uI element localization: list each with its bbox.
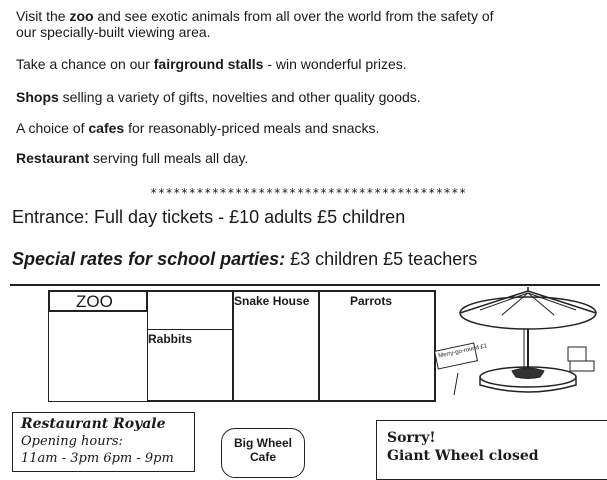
zoo-map-label: ZOO [76, 292, 113, 311]
merry-go-round-icon [430, 285, 605, 400]
merry-go-round-sign: Merry-go-round £1 [437, 343, 488, 360]
fairground-description [16, 56, 407, 73]
big-wheel-cafe-line-1: Big Wheel [233, 436, 292, 450]
star-divider: ***************************************** [150, 186, 467, 200]
big-wheel-cafe-box [221, 428, 305, 478]
school-party-prices: £3 children £5 teachers [285, 249, 478, 269]
entrance-prices: Entrance: Full day tickets - £10 adults £5 children [12, 207, 406, 227]
fairground-text: Take a chance on our [16, 56, 154, 72]
cafes-text: A choice of [16, 120, 89, 136]
opening-hours-label: Opening hours: [21, 434, 123, 449]
zoo-header-cell [49, 291, 147, 311]
shops-text: selling a variety of gifts, novelties and other quality goods. [58, 89, 421, 105]
restaurant-keyword: Restaurant [16, 150, 90, 166]
sorry-message: Giant Wheel closed [387, 448, 539, 464]
rabbits-divider [147, 329, 233, 330]
zoo-description-text-cont: and see exotic animals from all over the world from the safety of [93, 8, 494, 24]
zoo-description-line-1 [16, 8, 494, 25]
restaurant-text: serving full meals all day. [89, 150, 249, 166]
site-map [48, 290, 436, 402]
merry-go-round-illustration [430, 285, 605, 400]
parrots-label: Parrots [350, 294, 393, 308]
sorry-notice-box [376, 420, 607, 480]
fairground-text-cont: - win wonderful prizes. [263, 56, 407, 72]
big-wheel-cafe-line-2: Cafe [249, 450, 276, 464]
fairground-keyword: fairground stalls [153, 56, 264, 72]
school-party-rates [12, 249, 477, 270]
snake-house-label: Snake House [234, 294, 310, 308]
school-party-label: Special rates for school parties: [12, 249, 286, 269]
zoo-description-text: Visit the [16, 8, 70, 24]
sorry-heading: Sorry! [387, 430, 436, 446]
cafes-text-cont: for reasonably-priced meals and snacks. [124, 120, 380, 136]
restaurant-royale-box [12, 412, 195, 472]
zoo-divider [49, 311, 147, 312]
snake-house-enclosure [233, 291, 319, 401]
shops-description [16, 89, 421, 106]
parrots-enclosure [319, 291, 435, 401]
zoo-keyword: zoo [69, 8, 94, 24]
rabbits-enclosure [147, 291, 233, 401]
restaurant-royale-title: Restaurant Royale [21, 416, 166, 432]
shops-keyword: Shops [16, 89, 59, 105]
cafes-keyword: cafes [88, 120, 125, 136]
zoo-description-line-2: our specially-built viewing area. [16, 24, 211, 40]
cafes-description [16, 120, 379, 137]
rabbits-label: Rabbits [148, 332, 193, 346]
opening-hours-times: 11am - 3pm 6pm - 9pm [21, 451, 174, 466]
restaurant-description [16, 150, 248, 167]
